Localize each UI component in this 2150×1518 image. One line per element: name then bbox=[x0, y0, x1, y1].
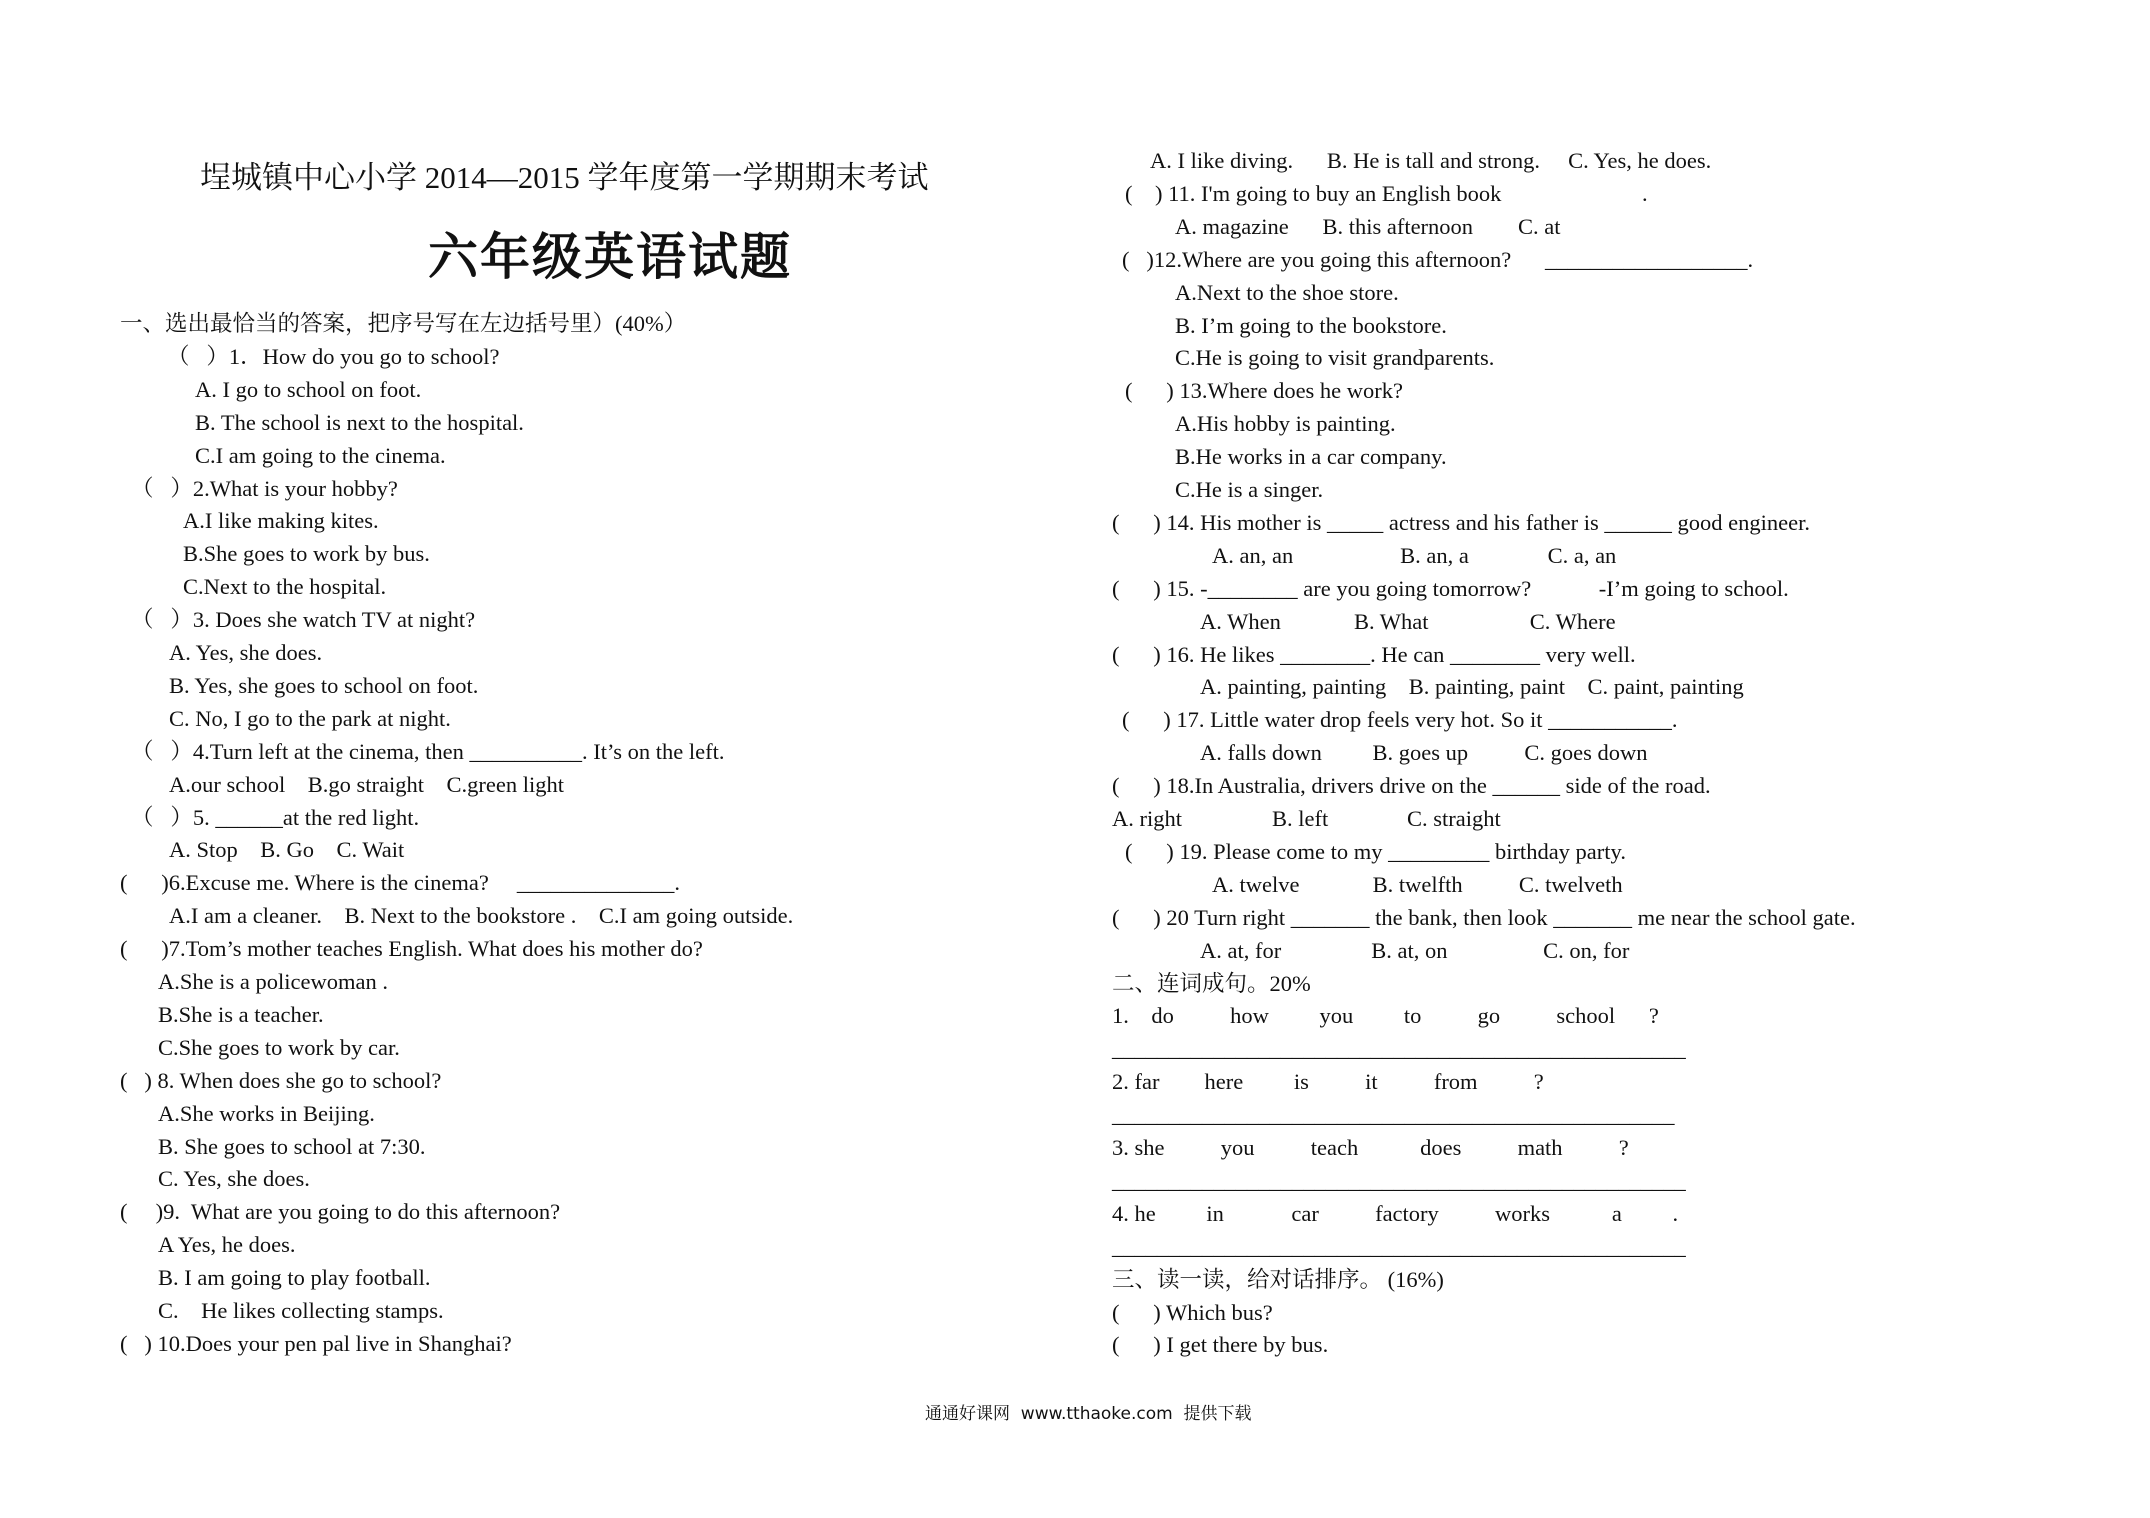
right-line-6: B. I’m going to the bookstore. bbox=[1175, 312, 1447, 338]
right-line-29: 2. far here is it from ? bbox=[1112, 1069, 1544, 1095]
left-line-22: B.She is a teacher. bbox=[158, 1001, 324, 1027]
footer-credit: 通通好课网 www.tthaoke.com 提供下载 bbox=[925, 1404, 1252, 1424]
right-line-34: ___________________________________________________ bbox=[1112, 1233, 1686, 1259]
right-line-15: A. When B. What C. Where bbox=[1200, 608, 1616, 634]
left-line-7: A.I like making kites. bbox=[183, 508, 379, 534]
left-line-6: （ ）2.What is your hobby? bbox=[131, 475, 398, 501]
left-line-27: C. Yes, she does. bbox=[158, 1166, 310, 1192]
right-line-8: ( ) 13.Where does he work? bbox=[1125, 378, 1404, 404]
right-line-23: A. twelve B. twelfth C. twelveth bbox=[1212, 871, 1623, 897]
right-line-9: A.His hobby is painting. bbox=[1175, 411, 1396, 437]
left-line-21: A.She is a policewoman . bbox=[158, 969, 388, 994]
right-line-12: ( ) 14. His mother is _____ actress and his father is ______ good engineer. bbox=[1112, 509, 1810, 535]
right-line-30: __________________________________________________ bbox=[1112, 1102, 1675, 1128]
right-line-20: ( ) 18.In Australia, drivers drive on the ______ side of the road. bbox=[1112, 773, 1711, 799]
left-line-3: A. I go to school on foot. bbox=[195, 376, 422, 402]
right-line-10: B.He works in a car company. bbox=[1175, 444, 1447, 470]
left-line-11: A. Yes, she does. bbox=[169, 640, 323, 665]
left-line-17: A. Stop B. Go C. Wait bbox=[169, 837, 405, 863]
right-line-19: A. falls down B. goes up C. goes down bbox=[1200, 740, 1648, 766]
right-line-14: ( ) 15. -________ are you going tomorrow? -I’m going to school. bbox=[1112, 575, 1789, 601]
right-line-2: ( ) 11. I'm going to buy an English book . bbox=[1125, 180, 1648, 206]
right-line-5: A.Next to the shoe store. bbox=[1175, 279, 1399, 305]
left-line-5: C.I am going to the cinema. bbox=[195, 442, 446, 468]
left-line-32: ( ) 10.Does your pen pal live in Shanghai? bbox=[120, 1330, 512, 1356]
left-line-31: C. He likes collecting stamps. bbox=[158, 1298, 444, 1323]
right-line-27: 1. do how you to go school ? bbox=[1112, 1003, 1659, 1029]
left-line-28: ( )9. What are you going to do this afternoon? bbox=[120, 1199, 561, 1225]
right-line-11: C.He is a singer. bbox=[1175, 477, 1324, 502]
right-line-33: 4. he in car factory works a . bbox=[1112, 1200, 1679, 1226]
left-line-13: C. No, I go to the park at night. bbox=[169, 705, 451, 731]
right-line-24: ( ) 20 Turn right _______ the bank, then look _______ me near the school gate. bbox=[1112, 904, 1856, 930]
left-line-8: B.She goes to work by bus. bbox=[183, 541, 430, 567]
left-line-24: ( ) 8. When does she go to school? bbox=[120, 1067, 442, 1093]
right-line-13: A. an, an B. an, a C. a, an bbox=[1212, 542, 1617, 568]
school-title: 埕城镇中心小学 2014—2015 学年度第一学期期末考试 bbox=[200, 160, 929, 195]
right-line-26: 二、连词成句。20% bbox=[1112, 970, 1311, 996]
right-line-22: ( ) 19. Please come to my _________ birthday party. bbox=[1125, 838, 1626, 864]
left-line-29: A Yes, he does. bbox=[158, 1232, 296, 1258]
left-line-23: C.She goes to work by car. bbox=[158, 1034, 400, 1060]
right-line-37: ( ) I get there by bus. bbox=[1112, 1332, 1329, 1358]
right-line-1: A. I like diving. B. He is tall and strong. C. Yes, he does. bbox=[1150, 148, 1712, 173]
right-line-16: ( ) 16. He likes ________. He can ________ very well. bbox=[1112, 641, 1636, 667]
right-line-21: A. right B. left C. straight bbox=[1112, 806, 1501, 831]
left-line-2: （ ）1．How do you go to school? bbox=[167, 343, 500, 369]
left-line-30: B. I am going to play football. bbox=[158, 1265, 431, 1291]
right-line-4: ( )12.Where are you going this afternoon? __________________. bbox=[1122, 246, 1754, 272]
right-line-3: A. magazine B. this afternoon C. at bbox=[1175, 213, 1561, 239]
left-line-26: B. She goes to school at 7:30. bbox=[158, 1133, 426, 1159]
left-line-14: （ ）4.Turn left at the cinema, then __________. It’s on the left. bbox=[131, 738, 725, 764]
left-line-1: 一、选出最恰当的答案，把序号写在左边括号里）(40%） bbox=[120, 311, 687, 336]
left-line-9: C.Next to the hospital. bbox=[183, 574, 387, 600]
right-line-31: 3. she you teach does math ? bbox=[1112, 1135, 1629, 1160]
left-line-4: B. The school is next to the hospital. bbox=[195, 409, 524, 435]
exam-title: 六年级英语试题 bbox=[428, 229, 792, 285]
left-line-15: A.our school B.go straight C.green light bbox=[169, 771, 564, 797]
right-line-36: ( ) Which bus? bbox=[1112, 1299, 1273, 1325]
left-line-20: ( )7.Tom’s mother teaches English. What does his mother do? bbox=[120, 936, 703, 962]
right-line-32: ___________________________________________________ bbox=[1112, 1167, 1686, 1193]
right-line-25: A. at, for B. at, on C. on, for bbox=[1200, 937, 1630, 963]
right-line-7: C.He is going to visit grandparents. bbox=[1175, 345, 1495, 371]
right-line-18: ( ) 17. Little water drop feels very hot. So it ___________. bbox=[1122, 707, 1678, 733]
left-line-18: ( )6.Excuse me. Where is the cinema? ______________. bbox=[120, 870, 681, 896]
left-line-16: （ ）5. ______at the red light. bbox=[131, 804, 420, 830]
right-line-35: 三、读一读，给对话排序。 (16%) bbox=[1112, 1266, 1444, 1292]
left-line-25: A.She works in Beijing. bbox=[158, 1100, 375, 1126]
right-line-17: A. painting, painting B. painting, paint C. paint, painting bbox=[1200, 674, 1744, 700]
left-line-12: B. Yes, she goes to school on foot. bbox=[169, 672, 479, 698]
right-line-28: ___________________________________________________ bbox=[1112, 1036, 1686, 1062]
left-line-10: （ ）3. Does she watch TV at night? bbox=[131, 607, 476, 633]
left-line-19: A.I am a cleaner. B. Next to the bookstore . C.I am going outside. bbox=[169, 903, 794, 929]
